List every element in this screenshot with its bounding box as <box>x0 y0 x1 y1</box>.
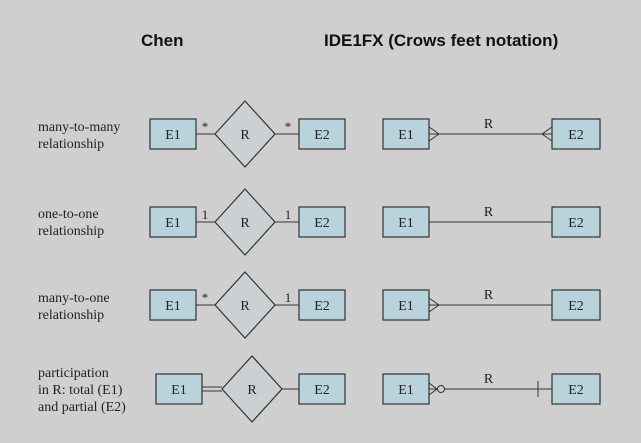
row-label-line: in R: total (E1) <box>38 383 123 398</box>
crow-optional-circle <box>438 386 445 393</box>
crow-relationship-label: R <box>483 372 494 387</box>
crow-entity-e2-label: E2 <box>568 216 584 231</box>
row-label-line: relationship <box>38 137 105 152</box>
chen-cardinality-left: * <box>201 290 209 305</box>
row-label-line: and partial (E2) <box>38 400 126 415</box>
crow-foot-left <box>429 298 439 305</box>
chen-cardinality-left: 1 <box>201 207 209 222</box>
chen-heading: Chen <box>141 31 184 50</box>
row-label-line: many-to-many <box>38 120 121 135</box>
chen-entity-e2-label: E2 <box>314 383 330 398</box>
chen-entity-e2-label: E2 <box>314 216 330 231</box>
crow-foot-left <box>429 383 437 389</box>
chen-entity-e1-label: E1 <box>171 383 187 398</box>
chen-cardinality-left: * <box>201 119 209 134</box>
chen-entity-e2-label: E2 <box>314 299 330 314</box>
crow-entity-e1-label: E1 <box>398 299 414 314</box>
chen-relationship-label: R <box>240 128 250 143</box>
row-label-line: relationship <box>38 224 105 239</box>
row-label-line: many-to-one <box>38 291 110 306</box>
chen-cardinality-right: * <box>284 119 292 134</box>
crows-heading: IDE1FX (Crows feet notation) <box>324 31 559 50</box>
row-label-line: one-to-one <box>38 207 99 222</box>
chen-entity-e1-label: E1 <box>165 299 181 314</box>
crow-entity-e2-label: E2 <box>568 299 584 314</box>
chen-relationship-label: R <box>247 383 257 398</box>
crow-entity-e1-label: E1 <box>398 383 414 398</box>
row-label-line: relationship <box>38 308 105 323</box>
chen-relationship-label: R <box>240 299 250 314</box>
crow-foot-left <box>429 305 439 312</box>
crow-relationship-label: R <box>483 288 494 303</box>
crow-entity-e2-label: E2 <box>568 128 584 143</box>
crow-foot-left <box>429 127 439 134</box>
chen-cardinality-right: 1 <box>284 207 292 222</box>
crow-entity-e1-label: E1 <box>398 128 414 143</box>
crow-entity-e2-label: E2 <box>568 383 584 398</box>
chen-entity-e1-label: E1 <box>165 128 181 143</box>
crow-foot-right <box>542 134 552 141</box>
chen-entity-e2-label: E2 <box>314 128 330 143</box>
crow-foot-left <box>429 134 439 141</box>
crow-foot-left <box>429 389 437 395</box>
crow-relationship-label: R <box>483 117 494 132</box>
crow-entity-e1-label: E1 <box>398 216 414 231</box>
crow-relationship-label: R <box>483 205 494 220</box>
chen-relationship-label: R <box>240 216 250 231</box>
row-label-line: participation <box>38 366 109 381</box>
chen-cardinality-right: 1 <box>284 290 292 305</box>
crow-foot-right <box>542 127 552 134</box>
chen-entity-e1-label: E1 <box>165 216 181 231</box>
